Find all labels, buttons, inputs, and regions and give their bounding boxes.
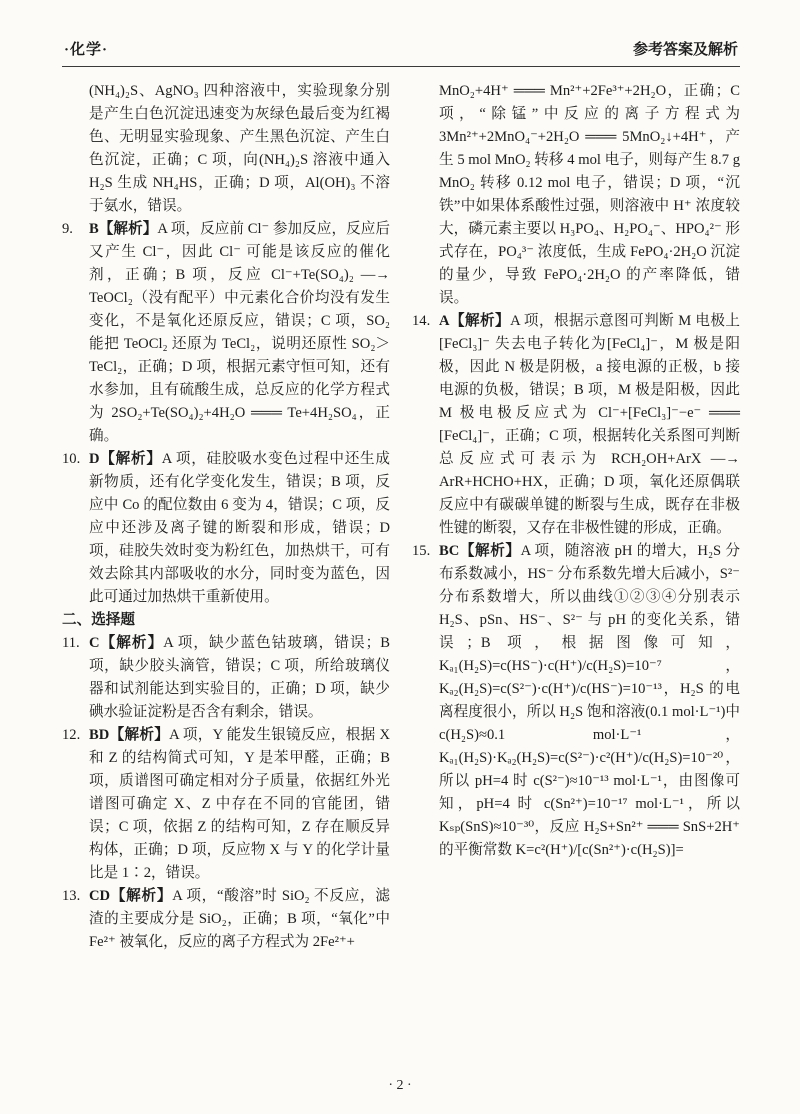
item-number: 13. bbox=[62, 888, 81, 904]
section-heading bbox=[62, 609, 390, 632]
answer-label: A【解析】 bbox=[439, 313, 511, 329]
item-text: A 项，随溶液 pH 的增大，H₂S 分布系数减小，HS⁻ 分布系数先增大后减小，S²⁻ 分布系数增大，所以曲线①②③④分别表示 H₂S、pSn、HS⁻、S²⁻ 与 pH 的变化关系，错误；B 项，根据图像可知，Kₐ₁(H₂S)=c(HS⁻)·c(H⁺)/c(H₂S)=10⁻⁷，Kₐ₂(H₂S)=c(S²⁻)·c(H⁺)/c(HS⁻)=10⁻¹³，H₂S 的电离程度很小，所以 H₂S 饱和溶液(0.1 mol·L⁻¹)中 c(H₂S)≈0.1 mol·L⁻¹，Kₐ₁(H₂S)·Kₐ₂(H₂S)=c(S²⁻)·c²(H⁺)/c(H₂S)=10⁻²⁰，所以 pH=4 时 c(S²⁻)≈10⁻¹³ mol·L⁻¹，由图像可知，pH=4 时 c(Sn²⁺)=10⁻¹⁷ mol·L⁻¹，所以 Kₛₚ(SnS)≈10⁻³⁰，反应 H₂S+Sn²⁺ ═══ SnS+2H⁺ 的平衡常数 K=c²(H⁺)/[c(Sn²⁺)·c(H₂S)]= bbox=[439, 543, 740, 858]
answer-item bbox=[62, 218, 390, 448]
item-text: A 项，根据示意图可判断 M 电极上[FeCl₃]⁻ 失去电子转化为[FeCl₄]⁻，M 极是阳极，因此 N 极是阴极，a 接电源的正极，b 接电源的负极，错误；B 项，M 极是阳极，因此 M 极电极反应式为 Cl⁻+[FeCl₃]⁻−e⁻ ═══ [FeCl₄]⁻，正确；C 项，根据转化关系图可判断总反应式可表示为 RCH₂OH+ArX —→ ArR+HCHO+HX，正确；D 项，氧化还原偶联反应中有碳碳单键的断裂与生成，既存在非极性键的断裂，又存在非极性键的形成，正确。 bbox=[439, 313, 740, 536]
item-number: 9. bbox=[62, 221, 73, 237]
item-number: 12. bbox=[62, 727, 81, 743]
left-column bbox=[62, 80, 390, 954]
page-number: · 2 · bbox=[388, 1078, 412, 1093]
subject-title: ·化学· bbox=[64, 42, 109, 58]
item-text: A 项，Y 能发生银镜反应，根据 X 和 Z 的结构简式可知，Y 是苯甲醛，正确；B 项，质谱图可确定相对分子质量，依据红外光谱图可确定 X、Z 中存在不同的官能团，错误；C 项，依据 Z 的结构可知，Z 存在顺反异构体，正确；D 项，反应物 X 与 Y 的化学计量比是 1∶2，错误。 bbox=[89, 727, 390, 881]
page-header bbox=[62, 38, 740, 67]
answer-label: C【解析】 bbox=[89, 635, 164, 651]
item-text: A 项，“酸溶”时 SiO₂ 不反应，滤渣的主要成分是 SiO₂，正确；B 项，“氧化”中 Fe²⁺ 被氧化，反应的离子方程式为 2Fe²⁺+ bbox=[89, 888, 390, 950]
answer-label: CD【解析】 bbox=[89, 888, 173, 904]
answer-item bbox=[62, 448, 390, 609]
answer-item bbox=[62, 724, 390, 885]
right-column bbox=[412, 80, 740, 954]
item-text: (NH₄)₂S、AgNO₃ 四种溶液中，实验现象分别是产生白色沉淀迅速变为灰绿色最后变为红褐色、无明显实验现象、产生黑色沉淀、产生白色沉淀，正确；C 项，向(NH₄)₂S 溶液中通入 H₂S 生成 NH₄HS，正确；D 项，Al(OH)₃ 不溶于氨水，错误。 bbox=[89, 83, 390, 214]
answer-item bbox=[62, 632, 390, 724]
continuation-paragraph bbox=[412, 80, 740, 310]
answer-label: D【解析】 bbox=[89, 451, 162, 467]
continuation-paragraph bbox=[62, 80, 390, 218]
content-columns bbox=[62, 80, 740, 954]
item-text: A 项，缺少蓝色钴玻璃，错误；B 项，缺少胶头滴管，错误；C 项，所给玻璃仪器和试剂能达到实验目的，正确；D 项，缺少碘水验证淀粉是否含有剩余，错误。 bbox=[89, 635, 390, 720]
answer-label: BC【解析】 bbox=[439, 543, 521, 559]
item-number: 11. bbox=[62, 635, 80, 651]
item-number: 15. bbox=[412, 543, 431, 559]
answer-item bbox=[62, 885, 390, 954]
heading-text: 二、选择题 bbox=[62, 612, 135, 628]
item-text: A 项，反应前 Cl⁻ 参加反应，反应后又产生 Cl⁻，因此 Cl⁻ 可能是该反应的催化剂，正确；B 项，反应 Cl⁻+Te(SO₄)₂ —→ TeOCl₂（没有配平）中元素化合价均没有发生变化，不是氧化还原反应，错误；C 项，SO₂ 能把 TeOCl₂ 还原为 TeCl₂，说明还原性 SO₂＞TeCl₂，正确；D 项，根据元素守恒可知，还有水参加，且有硫酸生成，总反应的化学方程式为 2SO₂+Te(SO₄)₂+4H₂O ═══ Te+4H₂SO₄，正确。 bbox=[89, 221, 390, 444]
answer-label: BD【解析】 bbox=[89, 727, 170, 743]
answer-label: B【解析】 bbox=[89, 221, 158, 237]
item-text: MnO₂+4H⁺ ═══ Mn²⁺+2Fe³⁺+2H₂O，正确；C 项，“除锰”中反应的离子方程式为 3Mn²⁺+2MnO₄⁻+2H₂O ═══ 5MnO₂↓+4H⁺，产生 5 mol MnO₂ 转移 4 mol 电子，则每产生 8.7 g MnO₂ 转移 0.12 mol 电子，错误；D 项，“沉铁”中如果体系酸性过强，则溶液中 H⁺ 浓度较大，磷元素主要以 H₃PO₄、H₂PO₄⁻、HPO₄²⁻ 形式存在，PO₄³⁻ 浓度低，生成 FePO₄·2H₂O 沉淀的量少，导致 FePO₄·2H₂O 的产率降低，错误。 bbox=[439, 83, 740, 306]
answer-item bbox=[412, 310, 740, 540]
item-text: A 项，硅胶吸水变色过程中还生成新物质，还有化学变化发生，错误；B 项，反应中 Co 的配位数由 6 变为 4，错误；C 项，反应中还涉及离子键的断裂和形成，错误；D 项，硅胶失效时变为粉红色，加热烘干，可有效去除其内部吸收的水分，同时变为蓝色，因此可通过加热烘干重新使用。 bbox=[89, 451, 390, 605]
answer-item bbox=[412, 540, 740, 862]
item-number: 14. bbox=[412, 313, 431, 329]
page-footer bbox=[0, 1078, 800, 1094]
item-number: 10. bbox=[62, 451, 81, 467]
document-title: 参考答案及解析 bbox=[632, 42, 738, 58]
